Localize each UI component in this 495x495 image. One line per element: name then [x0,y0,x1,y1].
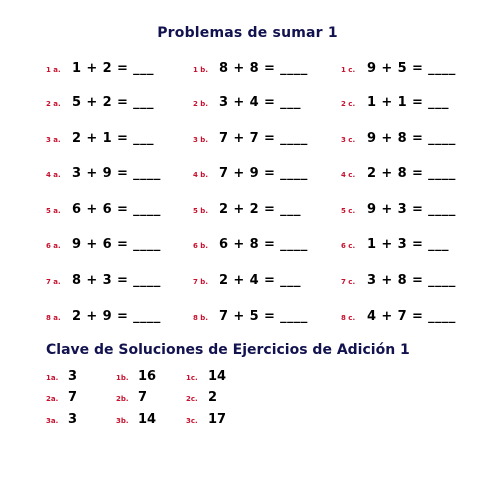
problem-expression: 8 + 8 = ____ [219,61,308,76]
answer-value: 7 [68,390,78,405]
problem-expression: 3 + 8 = ____ [367,273,456,288]
problem-expression: 9 + 6 = ____ [72,237,161,252]
answer-value: 14 [208,369,227,384]
problem-label: 4 b. [193,171,208,179]
problem-label: 7 a. [46,278,61,286]
answer-label: 3a. [46,417,59,425]
problem-label: 6 b. [193,242,208,250]
problem-expression: 9 + 3 = ____ [367,202,456,217]
problem-label: 3 b. [193,136,208,144]
problem-expression: 2 + 1 = ___ [72,131,154,146]
problem-expression: 7 + 7 = ____ [219,131,308,146]
answer-value: 2 [208,390,218,405]
problem-expression: 7 + 9 = ____ [219,166,308,181]
problem-label: 4 c. [341,171,356,179]
answer-label: 3b. [116,417,129,425]
problem-label: 2 c. [341,100,356,108]
problem-label: 3 a. [46,136,61,144]
problem-expression: 8 + 3 = ____ [72,273,161,288]
problem-expression: 3 + 4 = ___ [219,95,301,110]
problem-expression: 1 + 3 = ___ [367,237,449,252]
problem-label: 7 c. [341,278,356,286]
answer-label: 1c. [186,374,198,382]
answer-label: 2a. [46,395,59,403]
problem-label: 6 c. [341,242,356,250]
answer-value: 14 [138,412,157,427]
problem-expression: 1 + 2 = ___ [72,61,154,76]
answer-key-title: Clave de Soluciones de Ejercicios de Adición 1 [46,342,410,358]
answer-value: 3 [68,369,78,384]
problem-label: 4 a. [46,171,61,179]
worksheet-title: Problemas de sumar 1 [157,25,338,41]
problem-expression: 6 + 8 = ____ [219,237,308,252]
problem-label: 5 b. [193,207,208,215]
answer-label: 2c. [186,395,198,403]
problem-label: 1 a. [46,66,61,74]
problem-expression: 2 + 2 = ___ [219,202,301,217]
problem-label: 8 a. [46,314,61,322]
problem-expression: 2 + 4 = ___ [219,273,301,288]
problem-expression: 5 + 2 = ___ [72,95,154,110]
problem-label: 6 a. [46,242,61,250]
answer-label: 1b. [116,374,129,382]
problem-expression: 7 + 5 = ____ [219,309,308,324]
problem-label: 2 a. [46,100,61,108]
problem-expression: 1 + 1 = ___ [367,95,449,110]
problem-label: 3 c. [341,136,356,144]
problem-label: 5 c. [341,207,356,215]
problem-expression: 6 + 6 = ____ [72,202,161,217]
answer-label: 2b. [116,395,129,403]
problem-label: 8 c. [341,314,356,322]
problem-label: 7 b. [193,278,208,286]
problem-expression: 4 + 7 = ____ [367,309,456,324]
answer-label: 1a. [46,374,59,382]
problem-expression: 3 + 9 = ____ [72,166,161,181]
problem-expression: 2 + 9 = ____ [72,309,161,324]
problem-label: 5 a. [46,207,61,215]
problem-label: 8 b. [193,314,208,322]
answer-value: 7 [138,390,148,405]
answer-value: 3 [68,412,78,427]
problem-expression: 9 + 8 = ____ [367,131,456,146]
answer-value: 16 [138,369,157,384]
problem-label: 2 b. [193,100,208,108]
answer-value: 17 [208,412,227,427]
problem-expression: 2 + 8 = ____ [367,166,456,181]
answer-label: 3c. [186,417,198,425]
problem-label: 1 c. [341,66,356,74]
problem-label: 1 b. [193,66,208,74]
problem-expression: 9 + 5 = ____ [367,61,456,76]
